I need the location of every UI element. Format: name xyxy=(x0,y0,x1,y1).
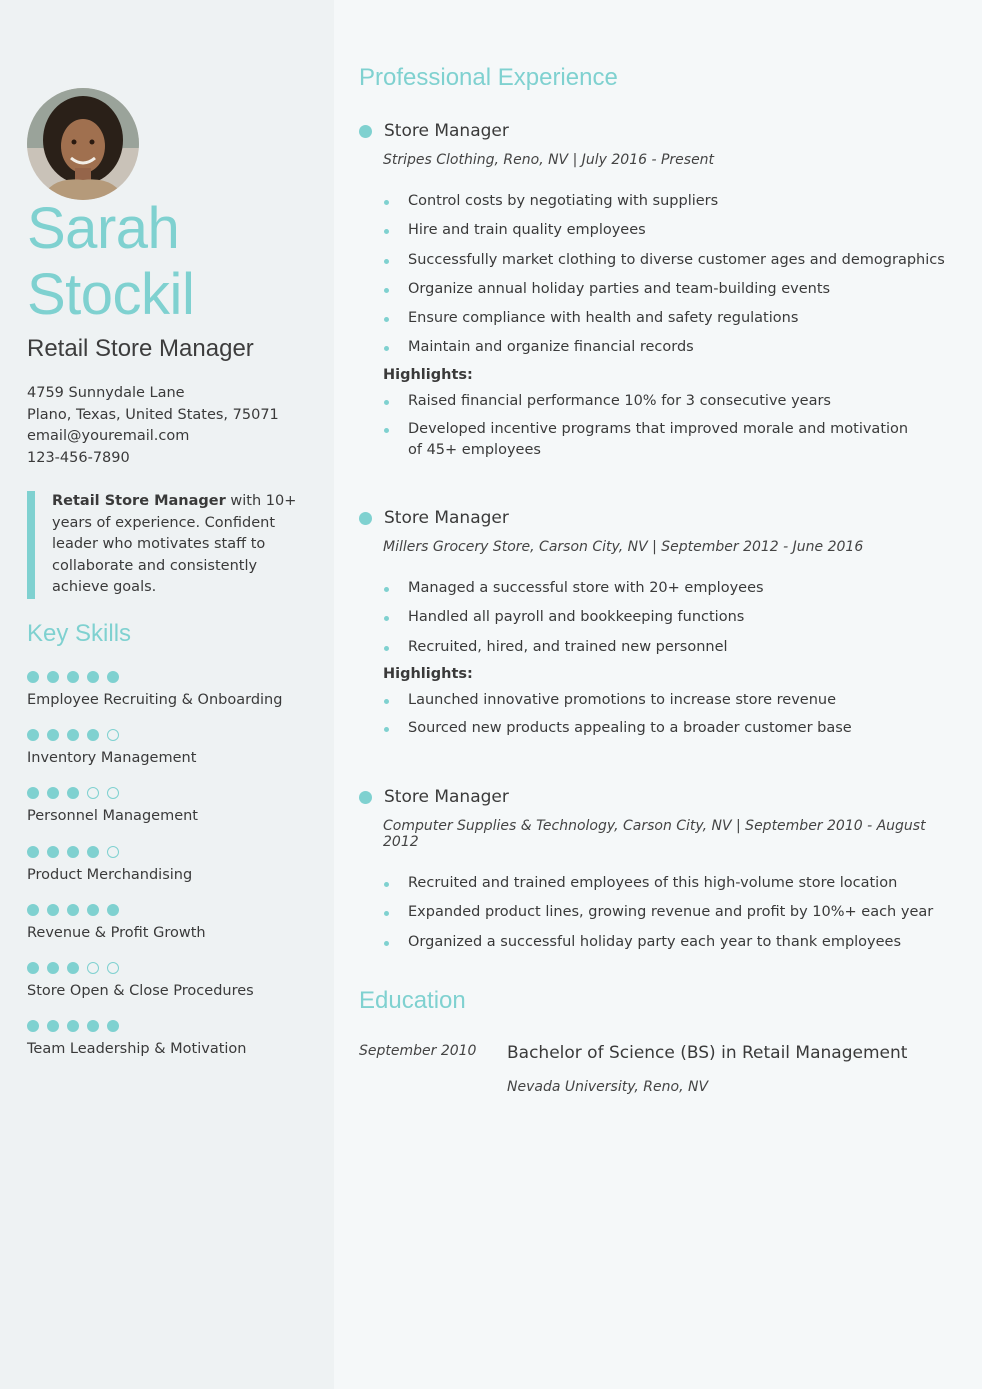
rating-dot-filled xyxy=(67,729,79,741)
job-meta: Computer Supplies & Technology, Carson City, NV | September 2010 - August 2012 xyxy=(383,818,926,850)
job-bullet: Handled all payroll and bookkeeping functions xyxy=(383,607,959,628)
bullet-dot-icon xyxy=(359,791,372,804)
rating-dot-filled xyxy=(107,671,119,683)
skills-heading: Key Skills xyxy=(27,620,132,647)
summary-text: with 10+ years of experience. Confident leader who motivates staff to collaborate and consistently achieve goals. xyxy=(52,493,297,595)
skill-name: Product Merchandising xyxy=(27,866,193,883)
skill-name: Inventory Management xyxy=(27,750,197,767)
skill-item xyxy=(27,1019,282,1077)
skill-item xyxy=(27,728,282,786)
skills-list xyxy=(27,670,282,1077)
candidate-name xyxy=(27,196,194,328)
rating-dot-filled xyxy=(107,1020,119,1032)
highlight-bullet: Launched innovative promotions to increase store revenue xyxy=(383,690,959,711)
skill-rating xyxy=(27,1019,282,1033)
rating-dot-empty xyxy=(107,846,119,858)
rating-dot-filled xyxy=(27,904,39,916)
last-name: Stockil xyxy=(27,262,195,327)
experience-heading: Professional Experience xyxy=(359,64,618,91)
skill-rating xyxy=(27,903,282,917)
job-bullets xyxy=(383,191,959,358)
job-role: Store Manager xyxy=(384,787,509,807)
rating-dot-filled xyxy=(47,904,59,916)
email[interactable]: email@youremail.com xyxy=(27,428,190,444)
rating-dot-filled xyxy=(107,904,119,916)
skill-name: Employee Recruiting & Onboarding xyxy=(27,692,283,708)
job-bullet: Expanded product lines, growing revenue and profit by 10%+ each year xyxy=(383,902,959,923)
skill-item xyxy=(27,961,282,1019)
skill-item xyxy=(27,786,282,844)
rating-dot-filled xyxy=(47,787,59,799)
skill-item xyxy=(27,670,282,728)
rating-dot-filled xyxy=(67,962,79,974)
rating-dot-filled xyxy=(27,671,39,683)
job-entry xyxy=(359,119,959,469)
rating-dot-filled xyxy=(27,787,39,799)
job-bullets xyxy=(383,578,959,658)
job-role: Store Manager xyxy=(384,121,509,141)
rating-dot-filled xyxy=(67,1020,79,1032)
summary xyxy=(27,491,312,599)
avatar xyxy=(27,88,139,200)
address-line1: 4759 Sunnydale Lane xyxy=(27,385,185,401)
profile-photo xyxy=(27,88,139,200)
job-bullet: Maintain and organize financial records xyxy=(383,337,959,358)
job-bullet: Hire and train quality employees xyxy=(383,220,959,241)
rating-dot-filled xyxy=(27,846,39,858)
job-bullet: Managed a successful store with 20+ employees xyxy=(383,578,959,599)
rating-dot-filled xyxy=(27,729,39,741)
job-meta: Stripes Clothing, Reno, NV | July 2016 - Present xyxy=(383,152,715,168)
job-header xyxy=(359,506,959,530)
highlight-bullets xyxy=(383,690,959,740)
job-bullet: Successfully market clothing to diverse customer ages and demographics xyxy=(383,250,959,271)
job-meta: Millers Grocery Store, Carson City, NV | September 2012 - June 2016 xyxy=(383,539,864,555)
rating-dot-filled xyxy=(47,962,59,974)
rating-dot-filled xyxy=(27,1020,39,1032)
skill-name: Store Open & Close Procedures xyxy=(27,982,254,999)
rating-dot-filled xyxy=(47,846,59,858)
highlight-bullets xyxy=(383,391,959,462)
skill-item xyxy=(27,845,282,903)
rating-dot-filled xyxy=(87,1020,99,1032)
skill-rating xyxy=(27,670,282,684)
education-school: Nevada University, Reno, NV xyxy=(507,1079,709,1095)
job-header xyxy=(359,119,959,143)
job-bullet: Organize annual holiday parties and team-building events xyxy=(383,279,959,300)
bullet-dot-icon xyxy=(359,125,372,138)
rating-dot-filled xyxy=(67,904,79,916)
contact-info xyxy=(27,383,279,469)
skill-rating xyxy=(27,961,282,975)
skill-rating xyxy=(27,845,282,859)
job-bullet: Recruited and trained employees of this high-volume store location xyxy=(383,873,959,894)
job-bullets xyxy=(383,873,959,953)
job-role: Store Manager xyxy=(384,508,509,528)
highlight-bullet: Raised financial performance 10% for 3 consecutive years xyxy=(383,391,959,412)
skill-rating xyxy=(27,728,282,742)
job-entry xyxy=(359,506,959,747)
rating-dot-filled xyxy=(87,671,99,683)
skill-rating xyxy=(27,786,282,800)
rating-dot-filled xyxy=(87,904,99,916)
bullet-dot-icon xyxy=(359,512,372,525)
skill-name: Team Leadership & Motivation xyxy=(27,1041,247,1058)
rating-dot-empty xyxy=(107,962,119,974)
skill-name: Personnel Management xyxy=(27,808,198,825)
rating-dot-filled xyxy=(87,729,99,741)
job-entry xyxy=(359,785,959,961)
education-degree: Bachelor of Science (BS) in Retail Management xyxy=(507,1043,908,1063)
first-name: Sarah xyxy=(27,196,180,261)
rating-dot-empty xyxy=(107,729,119,741)
job-bullet: Organized a successful holiday party each year to thank employees xyxy=(383,932,959,953)
summary-bold: Retail Store Manager xyxy=(52,493,226,509)
phone[interactable]: 123-456-7890 xyxy=(27,449,130,466)
rating-dot-filled xyxy=(87,846,99,858)
rating-dot-filled xyxy=(47,729,59,741)
skill-name: Revenue & Profit Growth xyxy=(27,924,206,941)
address-line2: Plano, Texas, United States, 75071 xyxy=(27,406,279,423)
rating-dot-filled xyxy=(47,671,59,683)
education-heading: Education xyxy=(359,987,466,1014)
rating-dot-empty xyxy=(107,787,119,799)
job-bullet: Control costs by negotiating with suppliers xyxy=(383,191,959,212)
skill-item xyxy=(27,903,282,961)
rating-dot-filled xyxy=(67,671,79,683)
highlight-bullet: Sourced new products appealing to a broader customer base xyxy=(383,718,959,739)
highlight-bullet: Developed incentive programs that improved morale and motivation of 45+ employees xyxy=(383,419,923,461)
rating-dot-empty xyxy=(87,962,99,974)
highlights-label: Highlights: xyxy=(383,366,473,383)
rating-dot-filled xyxy=(47,1020,59,1032)
rating-dot-empty xyxy=(87,787,99,799)
job-header xyxy=(359,785,959,809)
highlights-label: Highlights: xyxy=(383,665,473,682)
rating-dot-filled xyxy=(67,846,79,858)
rating-dot-filled xyxy=(67,787,79,799)
job-bullet: Ensure compliance with health and safety regulations xyxy=(383,308,959,329)
candidate-title: Retail Store Manager xyxy=(27,335,254,362)
job-bullet: Recruited, hired, and trained new personnel xyxy=(383,637,959,658)
education-date: September 2010 xyxy=(359,1043,477,1059)
rating-dot-filled xyxy=(27,962,39,974)
